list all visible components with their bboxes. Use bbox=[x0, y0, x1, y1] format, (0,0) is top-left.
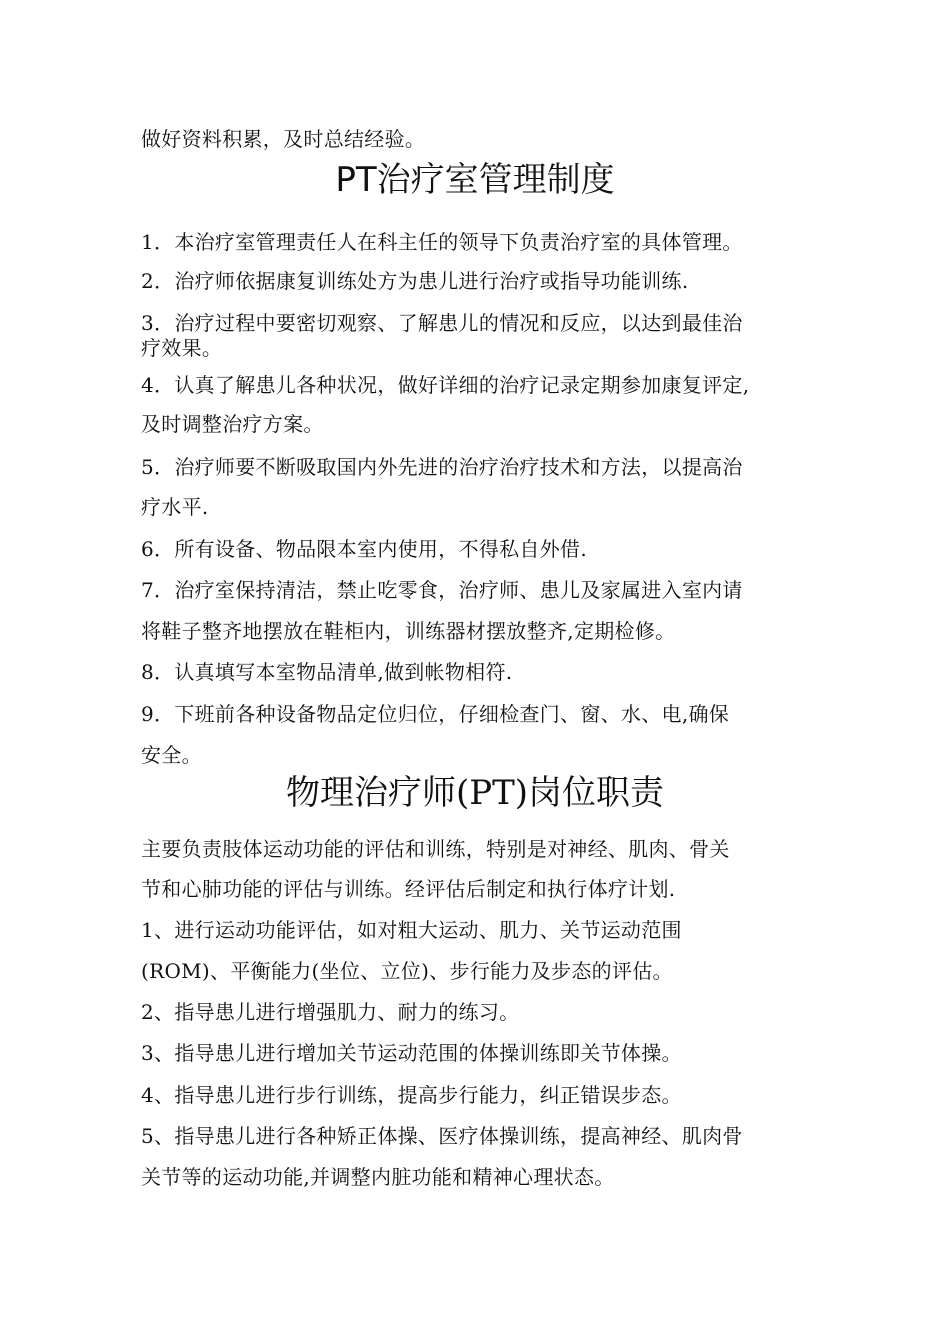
section2-line: 4、指导患儿进行步行训练，提高步行能力，纠正错误步态。 bbox=[141, 1083, 682, 1107]
section1-line: 疗效果。 bbox=[141, 336, 223, 360]
section2-line: 主要负责肢体运动功能的评估和训练，特别是对神经、肌肉、骨关 bbox=[141, 837, 730, 861]
section1-line: 8．认真填写本室物品清单,做到帐物相符. bbox=[141, 660, 513, 684]
section1-line: 疗水平. bbox=[141, 495, 209, 519]
section1-title: PT治疗室管理制度 bbox=[335, 160, 615, 200]
section1-line: 将鞋子整齐地摆放在鞋柜内，训练器材摆放整齐,定期检修。 bbox=[141, 619, 676, 643]
section2-line: 关节等的运动功能,并调整内脏功能和精神心理状态。 bbox=[141, 1165, 615, 1189]
section1-line: 4．认真了解患儿各种状况，做好详细的治疗记录定期参加康复评定, bbox=[141, 373, 750, 397]
section2-line: 节和心肺功能的评估与训练。经评估后制定和执行体疗计划. bbox=[141, 877, 676, 901]
intro-line: 做好资料积累，及时总结经验。 bbox=[141, 127, 426, 151]
section1-line: 9．下班前各种设备物品定位归位，仔细检查门、窗、水、电,确保 bbox=[141, 702, 730, 726]
section1-line: 2．治疗师依据康复训练处方为患儿进行治疗或指导功能训练. bbox=[141, 269, 689, 293]
section2-line: 1、进行运动功能评估，如对粗大运动、肌力、关节运动范围 bbox=[141, 918, 682, 942]
section2-title: 物理治疗师(PT)岗位职责 bbox=[285, 773, 665, 813]
section2-line: 3、指导患儿进行增加关节运动范围的体操训练即关节体操。 bbox=[141, 1041, 682, 1065]
section1-line: 3．治疗过程中要密切观察、了解患儿的情况和反应，以达到最佳治 bbox=[141, 311, 743, 335]
section2-line: 2、指导患儿进行增强肌力、耐力的练习。 bbox=[141, 1000, 520, 1024]
section1-line: 安全。 bbox=[141, 743, 202, 767]
section1-line: 1．本治疗室管理责任人在科主任的领导下负责治疗室的具体管理。 bbox=[141, 230, 743, 254]
section1-line: 7．治疗室保持清洁，禁止吃零食，治疗师、患儿及家属进入室内请 bbox=[141, 578, 743, 602]
section1-line: 5．治疗师要不断吸取国内外先进的治疗治疗技术和方法，以提高治 bbox=[141, 455, 743, 479]
section1-line: 及时调整治疗方案。 bbox=[141, 412, 324, 436]
section2-line: (ROM)、平衡能力(坐位、立位)、步行能力及步态的评估。 bbox=[141, 959, 673, 983]
section1-line: 6．所有设备、物品限本室内使用，不得私自外借. bbox=[141, 537, 587, 561]
section2-line: 5、指导患儿进行各种矫正体操、医疗体操训练，提高神经、肌肉骨 bbox=[141, 1124, 743, 1148]
